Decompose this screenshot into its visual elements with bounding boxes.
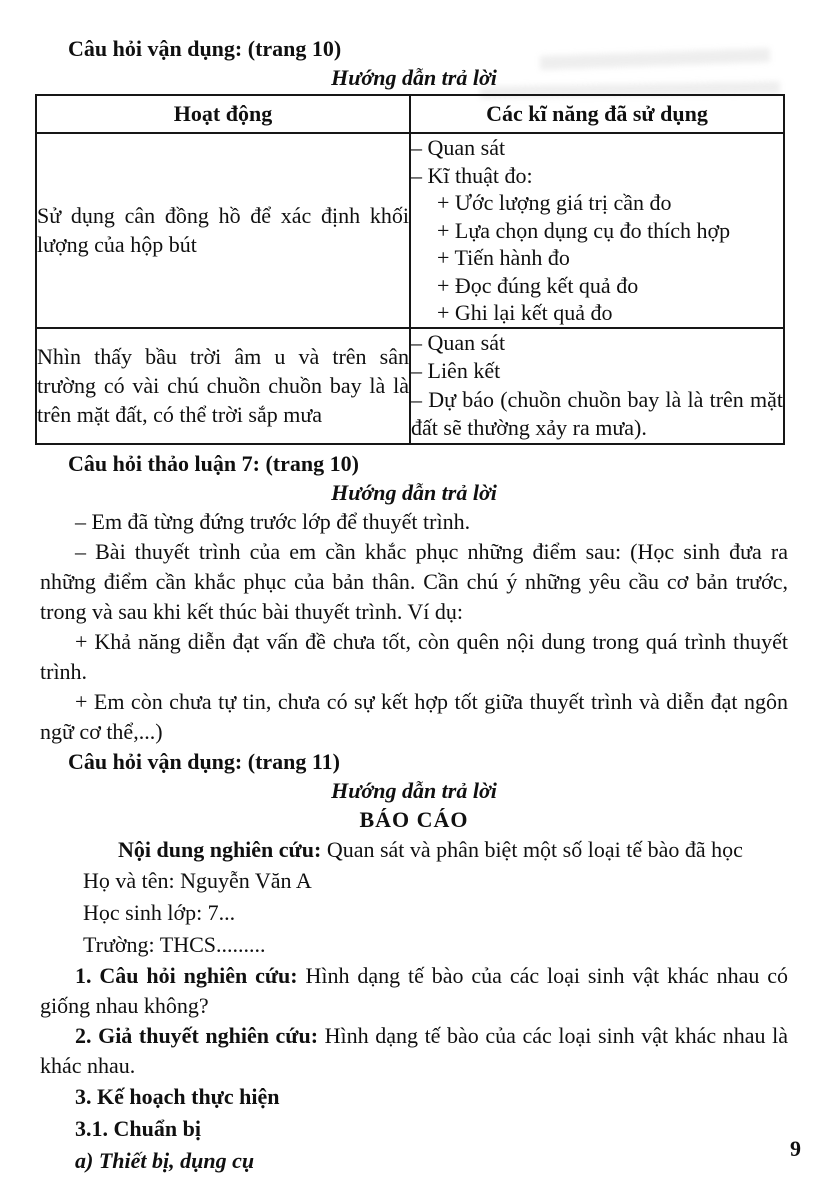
paragraph: – Bài thuyết trình của em cần khắc phục những điểm sau: (Học sinh đưa ra những điểm cần khắc phục của bản thân. Cần chú ý những yêu cầu cơ bản trước, trong và sau khi kết thúc bài thuyết trình. Ví dụ: — [40, 538, 788, 624]
research-question-label: 1. Câu hỏi nghiên cứu: — [75, 962, 298, 988]
table-header-row — [36, 95, 784, 133]
research-question-text: Hình dạng tế bào của các loại sinh vật khác nhau có giống nhau không? — [40, 962, 788, 1018]
answers-table — [35, 94, 785, 445]
paragraph: + Khả năng diễn đạt vấn đề chưa tốt, còn quên nội dung trong quá trình thuyết trình. — [40, 628, 788, 684]
student-class-line: Học sinh lớp: 7... — [83, 899, 236, 925]
table-header-activity: Hoạt động — [36, 95, 410, 133]
page-content — [37, 34, 788, 1177]
section-heading-apply-p11: Câu hỏi vận dụng: (trang 11) — [68, 748, 341, 774]
table-header-skills: Các kĩ năng đã sử dụng — [410, 95, 784, 133]
school-line: Trường: THCS......... — [83, 931, 266, 957]
skill-line: + Ước lượng giá trị cần đo — [437, 190, 672, 215]
hypothesis-label: 2. Giả thuyết nghiên cứu: — [75, 1022, 319, 1048]
skill-line: + Lựa chọn dụng cụ đo thích hợp — [437, 217, 731, 243]
guide-subheading: Hướng dẫn trả lời — [331, 65, 497, 90]
skill-line: – Dự báo (chuồn chuồn bay là là trên mặt đất sẽ thường xảy ra mưa). — [411, 386, 783, 440]
hypothesis-text: Hình dạng tế bào của các loại sinh vật khác nhau là khác nhau. — [40, 1022, 788, 1078]
plan-heading: 3. Kế hoạch thực hiện — [75, 1083, 280, 1109]
activity-cell: Nhìn thấy bầu trời âm u và trên sân trường có vài chú chuồn chuồn bay là là trên mặt đất, có thể trời sắp mưa — [36, 328, 410, 444]
equipment-heading: a) Thiết bị, dụng cụ — [75, 1147, 255, 1173]
report-title: BÁO CÁO — [359, 806, 469, 832]
skills-cell — [410, 328, 784, 444]
table-row — [36, 133, 784, 328]
research-content-text: Quan sát và phân biệt một số loại tế bào đã học — [321, 836, 743, 862]
hypothesis-line — [40, 1021, 788, 1081]
paragraph: + Em còn chưa tự tin, chưa có sự kết hợp tốt giữa thuyết trình và diễn đạt ngôn ngữ cơ thể,...) — [40, 688, 788, 744]
research-content-line — [40, 834, 788, 865]
section-heading-discussion-7: Câu hỏi thảo luận 7: (trang 10) — [68, 450, 359, 476]
paragraph: – Em đã từng đứng trước lớp để thuyết trình. — [75, 508, 471, 534]
guide-subheading: Hướng dẫn trả lời — [331, 479, 497, 505]
research-content-label: Nội dung nghiên cứu: — [118, 836, 322, 862]
activity-cell: Sử dụng cân đồng hồ để xác định khối lượng của hộp bút — [36, 133, 410, 328]
skill-line: – Quan sát — [411, 135, 506, 160]
prepare-heading: 3.1. Chuẩn bị — [75, 1115, 201, 1141]
skill-line: + Tiến hành đo — [437, 245, 570, 270]
table-row — [36, 328, 784, 444]
section-heading-apply-p10: Câu hỏi vận dụng: (trang 10) — [68, 36, 342, 61]
page-number: 9 — [790, 1136, 801, 1161]
skill-line: – Liên kết — [411, 358, 501, 383]
skills-cell — [410, 133, 784, 328]
student-name-line: Họ và tên: Nguyễn Văn A — [83, 867, 312, 893]
guide-subheading: Hướng dẫn trả lời — [331, 777, 497, 803]
skill-line: + Ghi lại kết quả đo — [437, 300, 613, 325]
skill-line: + Đọc đúng kết quả đo — [437, 272, 639, 298]
skill-line: – Kĩ thuật đo: — [411, 162, 533, 188]
skill-line: – Quan sát — [411, 329, 506, 355]
research-question-line — [40, 961, 788, 1021]
